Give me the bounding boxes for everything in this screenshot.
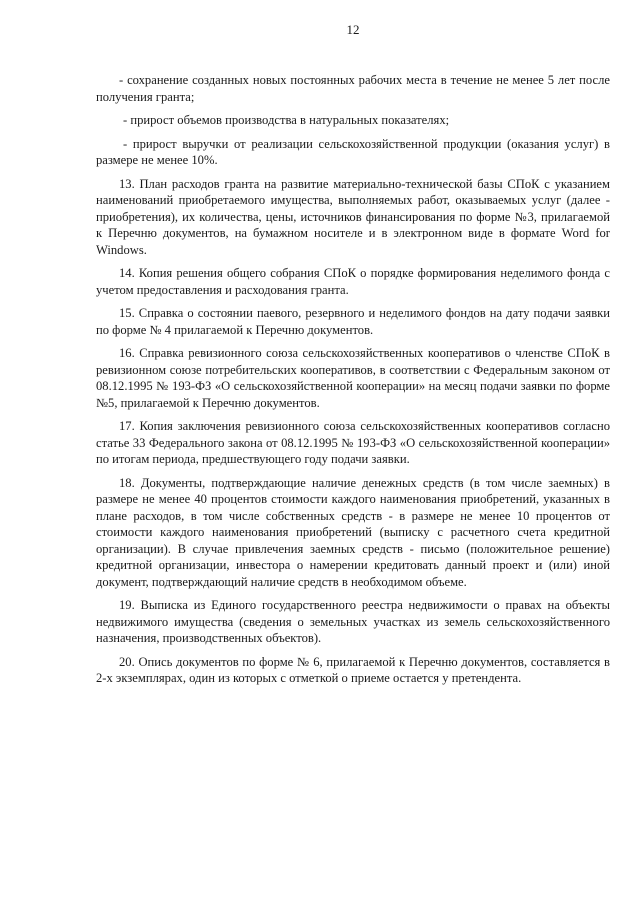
paragraph-15-funds-statement: 15. Справка о состоянии паевого, резервного и неделимого фондов на дату подачи заявки по форме № 4 прилагаемой к Перечню документов. <box>96 306 610 337</box>
paragraph-19-property-registry: 19. Выписка из Единого государственного реестра недвижимости о правах на объекты недвижимого имущества (сведения о земельных участках из земель сельскохозяйственного назначения, производственных объектов). <box>96 598 610 645</box>
paragraph-20-document-inventory: 20. Опись документов по форме № 6, прилагаемой к Перечню документов, составляется в 2-х экземплярах, один из которых с отметкой о приеме остается у претендента. <box>96 654 610 685</box>
list-item-jobs-retention: - сохранение созданных новых постоянных рабочих места в течение не менее 5 лет после получения гранта; <box>96 73 610 104</box>
paragraph-14-meeting-decision: 14. Копия решения общего собрания СПоК о порядке формирования неделимого фонда с учетом предоставления и расходования гранта. <box>96 266 610 297</box>
paragraph-17-audit-conclusion: 17. Копия заключения ревизионного союза сельскохозяйственных кооперативов согласно статье 33 Федерального закона от 08.12.1995 № 193-ФЗ «О сельскохозяйственной кооперации» по итогам периода, предшествующего году подачи заявки. <box>96 419 610 466</box>
document-body <box>96 72 610 694</box>
paragraph-13-expense-plan: 13. План расходов гранта на развитие материально-технической базы СПоК с указанием наименований приобретаемого имущества, выполняемых работ, оказываемых услуг (далее - приобретения), их количества, цены, источников финансирования по форме №3, прилагаемой к Перечню документов, на бумажном носителе и в электронном виде в формате Word for Windows. <box>96 176 610 257</box>
page-number: 12 <box>346 22 360 37</box>
paragraph-16-audit-union-certificate: 16. Справка ревизионного союза сельскохозяйственных кооперативов о членстве СПоК в ревизионном союзе потребительских кооперативов, в соответствии с Федеральным законом от 08.12.1995 № 193-ФЗ «О сельскохозяйственной кооперации» на месяц подачи заявки по форме №5, прилагаемой к Перечню документов. <box>96 346 610 410</box>
list-item-production-growth: - прирост объемов производства в натуральных показателях; <box>123 113 450 127</box>
paragraph-18-funds-availability: 18. Документы, подтверждающие наличие денежных средств (в том числе заемных) в размере не менее 40 процентов стоимости каждого наименования приобретений, указанных в плане расходов, в том числе собственных средств - в размере не менее 10 процентов от стоимости каждого наименования приобретений (выписку с расчетного счета кредитной организации). В случае привлечения заемных средств - письмо (положительное решение) кредитной организации, инвестора о намерении кредитовать данный проект и (или) иной документ, подтверждающий наличие средств в необходимом объеме. <box>96 475 610 589</box>
list-item-revenue-growth: - прирост выручки от реализации сельскохозяйственной продукции (оказания услуг) в размере не менее 10%. <box>96 136 610 167</box>
